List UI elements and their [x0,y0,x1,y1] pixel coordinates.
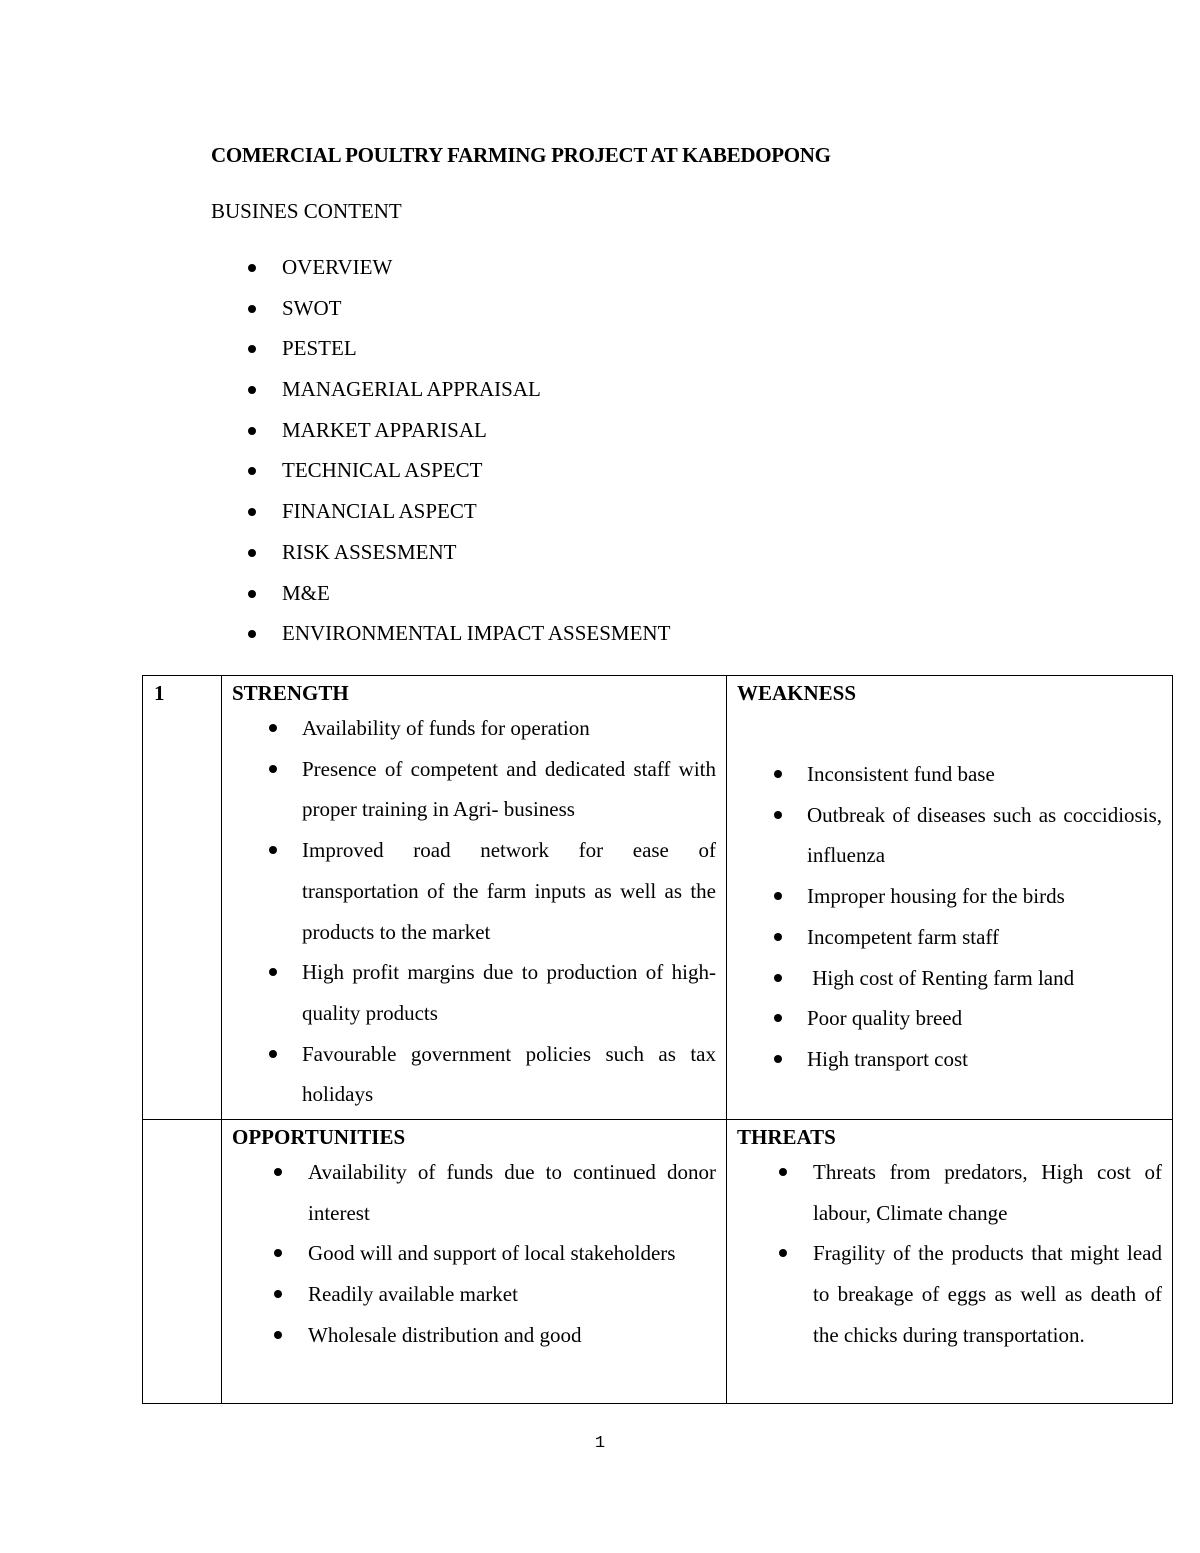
contents-list [211,252,670,659]
list-item-text: Poor quality breed [807,1006,963,1031]
bullet-icon [269,968,277,976]
bullet-icon [774,1014,782,1022]
list-item [222,830,726,952]
bullet-icon [248,508,256,516]
list-item [727,754,1172,795]
list-item-text: Improper housing for the birds [807,884,1065,909]
list-item [727,958,1172,999]
opportunities-heading: OPPORTUNITIES [232,1125,406,1149]
list-item [211,293,670,334]
list-item [211,496,670,537]
bullet-icon [269,1050,277,1058]
list-item-text: Fragility of the products that might lead to breakage of eggs as well as death of the chicks during transportation. [813,1241,1162,1347]
page-title: COMERCIAL POULTRY FARMING PROJECT AT KABEDOPONG [211,143,831,167]
list-item-label: OVERVIEW [282,255,393,279]
list-item-text: Favourable government policies such as tax holidays [302,1041,716,1107]
threats-cell [727,1120,1173,1404]
bullet-icon [274,1290,282,1298]
list-item-text: High profit margins due to production of high-quality products [302,960,716,1025]
list-item-text: Outbreak of diseases such as coccidiosis, influenza [807,802,1162,868]
list-item [727,795,1172,876]
list-item [222,1034,726,1115]
list-item [727,917,1172,958]
bullet-icon [269,846,277,854]
list-item [727,1039,1172,1080]
list-item-label: FINANCIAL ASPECT [282,499,477,524]
spacer [727,708,1172,754]
list-item-text: Availability of funds due to continued donor interest [308,1160,716,1225]
bullet-icon [248,590,256,598]
bullet-icon [774,933,782,941]
list-item [211,537,670,578]
bullet-icon [774,770,782,778]
list-item [222,1315,726,1356]
threats-heading: THREATS [737,1125,836,1149]
weakness-cell [727,676,1173,1120]
list-item-label: SWOT [282,295,342,320]
list-item-text: Improved road network for ease of transportation of the farm inputs as well as the products to the market [302,838,716,944]
list-item [222,749,726,830]
list-item [727,876,1172,917]
list-item-text: Threats from predators, High cost of labour, Climate change [813,1160,1162,1225]
list-item [727,1152,1172,1233]
list-item-text: High cost of Renting farm land [807,965,1075,990]
list-item-label: MANAGERIAL APPRAISAL [282,377,541,402]
list-item [222,1274,726,1315]
bullet-icon [274,1168,282,1176]
bullet-icon [248,630,256,638]
opportunities-list [222,1152,726,1356]
opportunities-cell [222,1120,727,1404]
list-item-label: TECHNICAL ASPECT [282,458,483,483]
list-item-label: ENVIRONMENTAL IMPACT ASSESMENT [282,621,671,646]
page-number: 1 [594,1434,606,1453]
list-item [222,952,726,1033]
list-item [211,374,670,415]
bullet-icon [248,427,256,435]
list-item-text: Availability of funds for operation [302,716,590,740]
list-item [222,708,726,749]
list-item-text: High transport cost [807,1046,968,1071]
row-number-cell [143,676,222,1120]
weakness-list [727,754,1172,1080]
bullet-icon [779,1249,787,1257]
bullet-icon [774,1055,782,1063]
list-item [211,333,670,374]
strength-heading: STRENGTH [232,681,349,705]
bullet-icon [248,386,256,394]
section-heading: BUSINES CONTENT [211,199,402,223]
list-item-text: Incompetent farm staff [807,924,1000,949]
swot-table [142,675,1173,1404]
row-number: 1 [154,681,165,705]
bullet-icon [248,549,256,557]
weakness-heading: WEAKNESS [737,681,857,705]
list-item-label: M&E [282,580,330,605]
bullet-icon [269,724,277,732]
bullet-icon [248,264,256,272]
bullet-icon [274,1331,282,1339]
list-item [211,578,670,619]
bullet-icon [774,892,782,900]
list-item [211,455,670,496]
bullet-icon [248,467,256,475]
strength-cell [222,676,727,1120]
list-item [222,1233,726,1274]
bullet-icon [248,345,256,353]
table-row [143,1120,1173,1404]
threats-list [727,1152,1172,1356]
list-item [211,415,670,456]
bullet-icon [779,1168,787,1176]
list-item-text: Presence of competent and dedicated staff with proper training in Agri- business [302,756,716,822]
table-row [143,676,1173,1120]
list-item-text: Inconsistent fund base [807,762,995,786]
list-item-text: Wholesale distribution and good [308,1322,582,1347]
row-number-cell [143,1120,222,1404]
list-item-label: PESTEL [282,336,357,361]
bullet-icon [774,811,782,819]
list-item [727,1233,1172,1355]
bullet-icon [269,765,277,773]
bullet-icon [774,974,782,982]
bullet-icon [274,1249,282,1257]
list-item-text: Readily available market [308,1282,518,1307]
list-item [222,1152,726,1233]
list-item [211,252,670,293]
list-item [727,998,1172,1039]
bullet-icon [248,305,256,313]
row-number [143,1122,221,1152]
strength-list [222,708,726,1115]
list-item-label: RISK ASSESMENT [282,539,457,564]
list-item-text: Good will and support of local stakeholders [308,1241,676,1266]
list-item [211,618,670,659]
list-item-label: MARKET APPARISAL [282,417,487,442]
